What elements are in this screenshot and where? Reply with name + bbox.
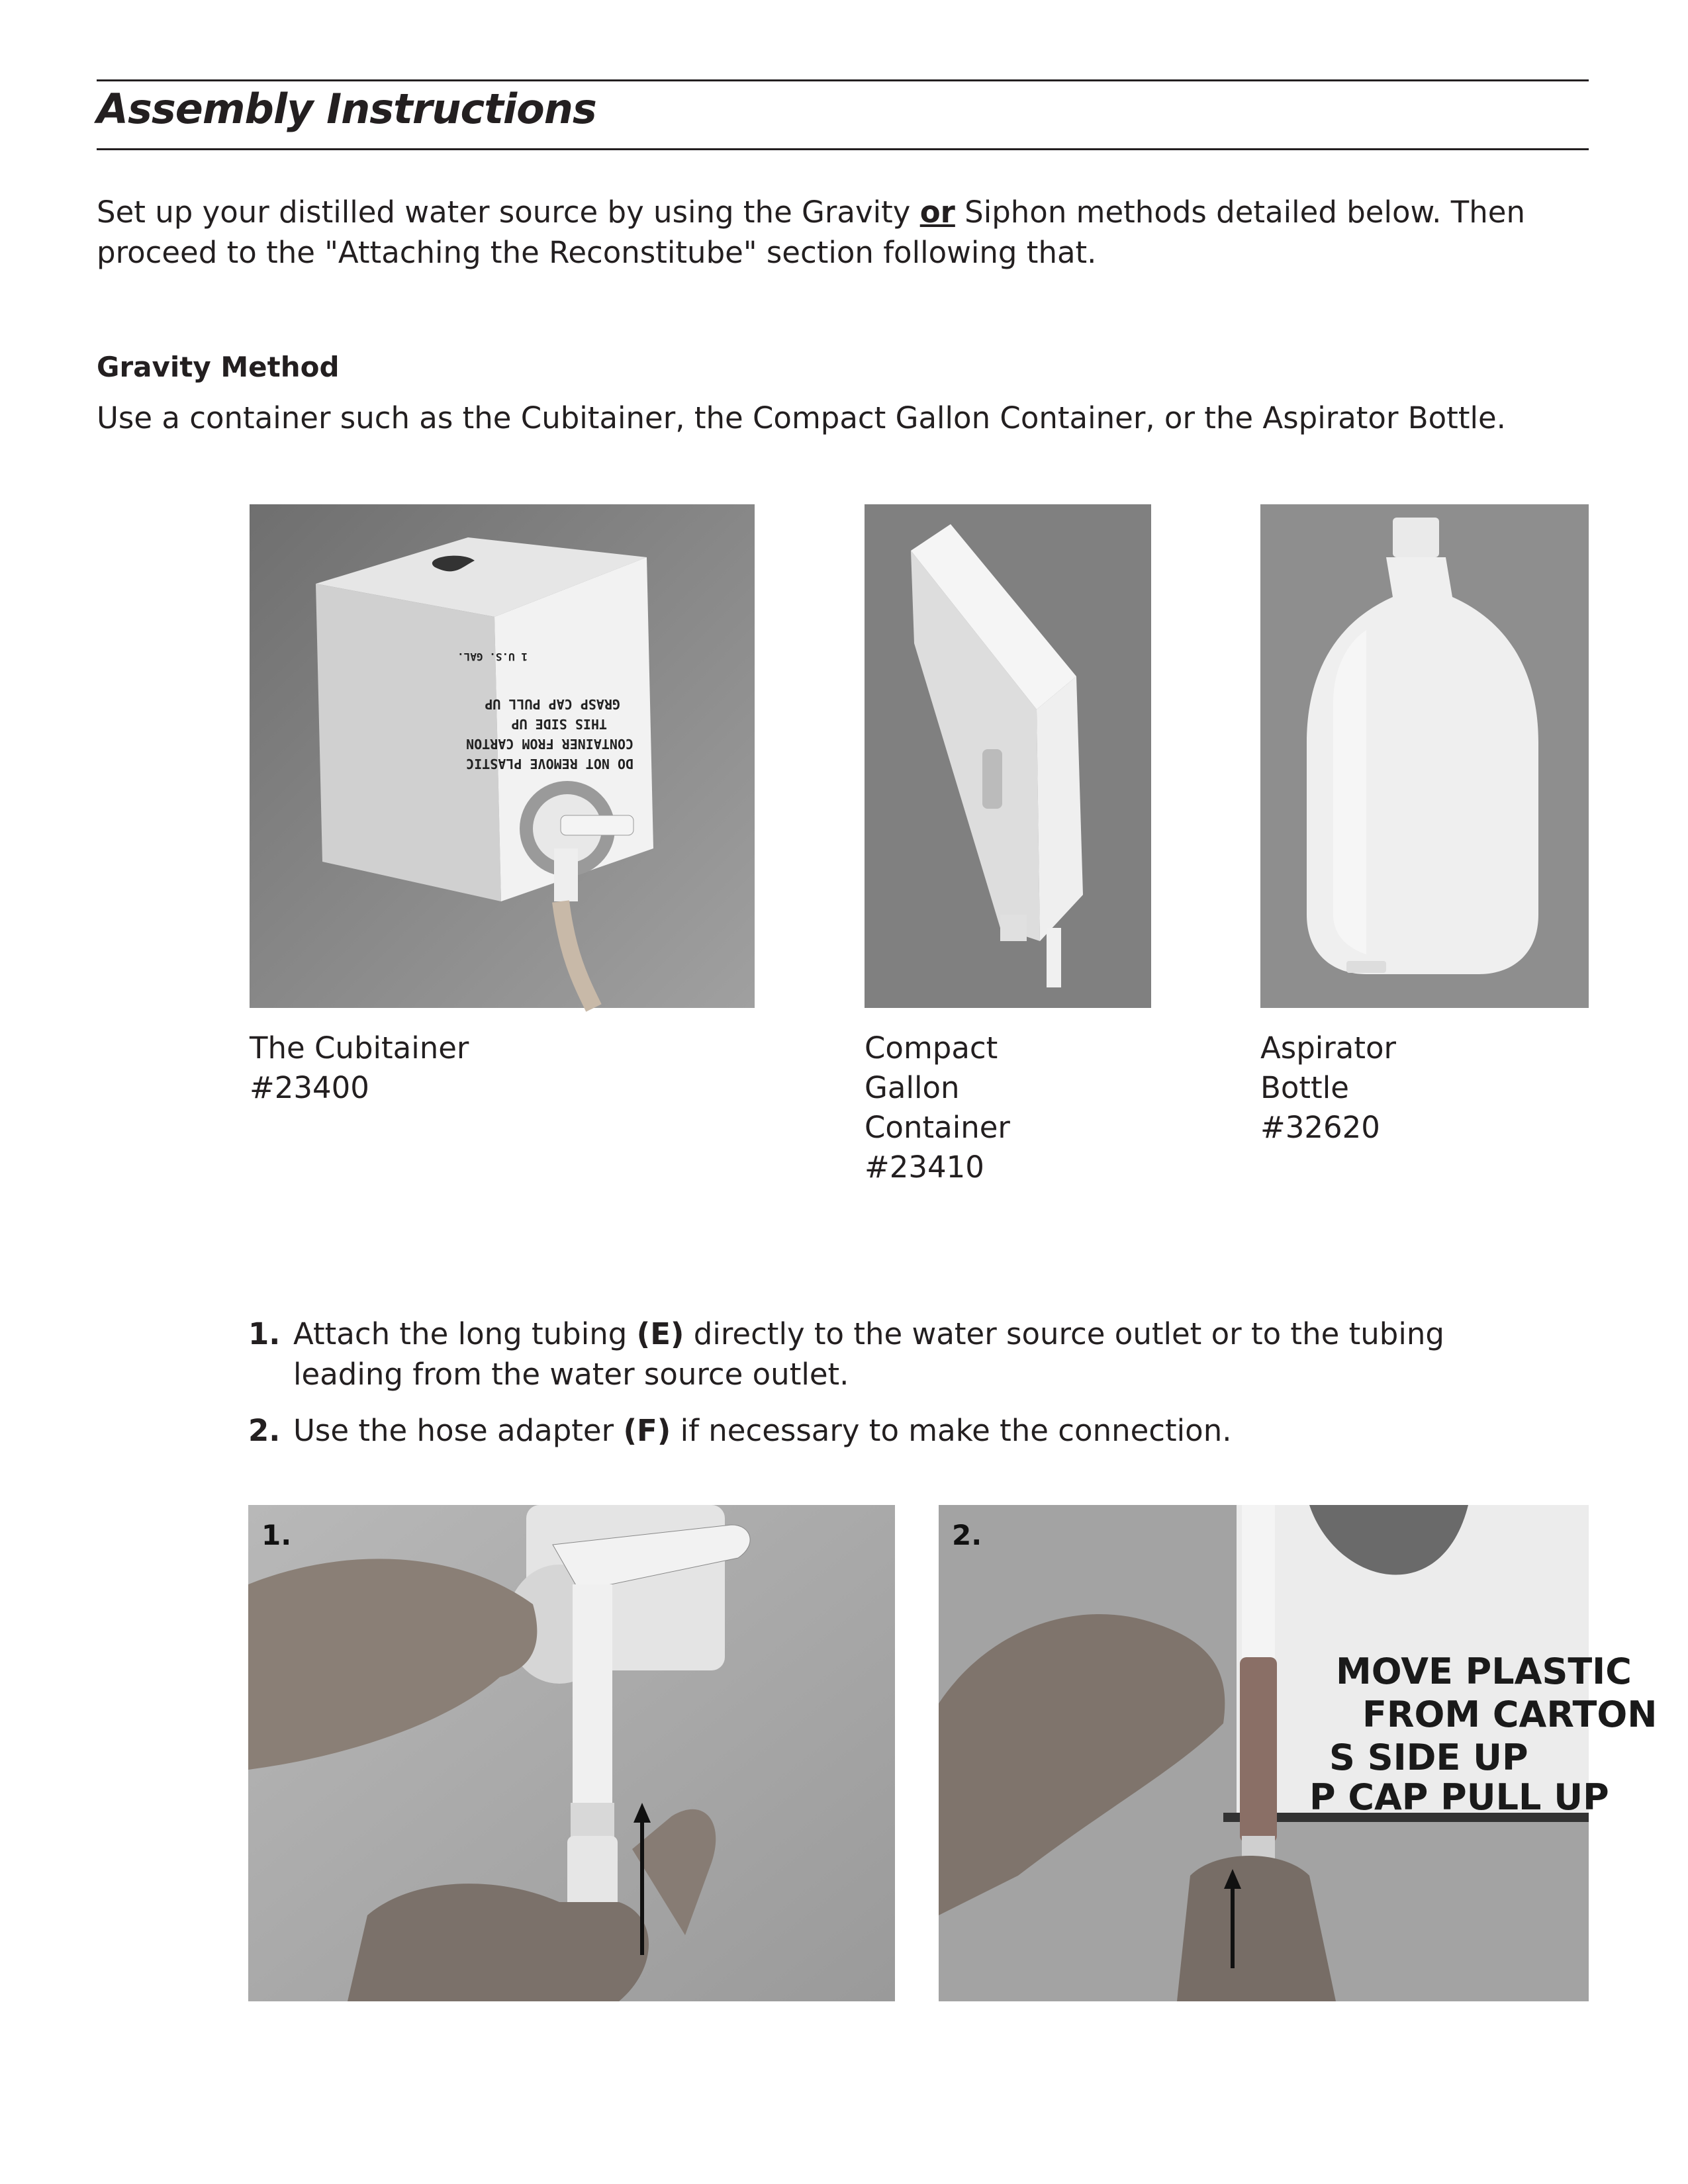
hose-adapter-photo [939,1505,1658,2001]
step-photo-label: 2. [952,1519,982,1551]
step-photo-label: 1. [261,1519,292,1551]
intro-text: Set up your distilled water source by using the Gravity [97,195,920,230]
gravity-method-text: Use a container such as the Cubitainer, the Compact Gallon Container, or the Aspirator Bottle. [97,400,1506,435]
box-text-line-5: 1 U.S. GAL. [457,651,528,663]
product-number: #23410 [865,1150,984,1185]
gravity-method-heading: Gravity Method [97,351,340,383]
page-title: Assembly Instructions [97,85,596,133]
box-text-line-1: DO NOT REMOVE PLASTIC [466,756,633,772]
carton-text-line-4: P CAP PULL UP [1309,1776,1609,1818]
intro-paragraph [97,192,1566,273]
carton-text-line-2: FROM CARTON [1362,1694,1658,1735]
part-reference: (F) [623,1413,671,1448]
product-number: #32620 [1260,1110,1380,1145]
step-text-part: leading from the water source outlet. [293,1357,849,1392]
product-caption-compact-gallon [865,1028,1010,1187]
step-item [248,1314,1506,1394]
step-text-part: if necessary to make the connection. [671,1413,1232,1448]
step-number: 1. [248,1316,281,1351]
step-text-part: Attach the long tubing [293,1316,637,1351]
step-text-part: directly to the water source outlet or to the tubing [684,1316,1444,1351]
top-rule [97,79,1589,81]
product-caption-cubitainer [250,1028,469,1108]
product-name-line: Gallon [865,1070,960,1105]
box-text-line-4: GRASP CAP PULL UP [485,696,620,712]
attach-tubing-photo [248,1505,895,2001]
product-name-line: Bottle [1260,1070,1349,1105]
carton-text-line-1: MOVE PLASTIC [1336,1651,1632,1692]
product-number: #23400 [250,1070,369,1105]
step-text-part: Use the hose adapter [293,1413,624,1448]
carton-text-line-3: S SIDE UP [1329,1737,1528,1778]
title-underline [97,148,1589,150]
step-number: 2. [248,1413,281,1448]
step-list [248,1314,1506,1467]
product-caption-aspirator [1260,1028,1396,1148]
step-item [248,1410,1506,1451]
product-name-line: Aspirator [1260,1030,1397,1066]
part-reference: (E) [636,1316,684,1351]
box-text-line-3: THIS SIDE UP [511,716,607,732]
step-text [293,1410,1506,1451]
step-text [293,1314,1506,1394]
product-name-line: Container [865,1110,1010,1145]
intro-emphasis: or [919,195,955,230]
intro-text-cont: Siphon methods detailed below. Then [955,195,1525,230]
aspirator-bottle-photo [1260,504,1589,1008]
box-text-line-2: CONTAINER FROM CARTON [466,736,633,752]
cubitainer-photo [250,504,755,1008]
compact-gallon-container-photo [865,504,1151,1008]
intro-line-2: proceed to the "Attaching the Reconstitube" section following that. [97,235,1097,270]
product-name: The Cubitainer [250,1030,469,1066]
product-name-line: Compact [865,1030,998,1066]
